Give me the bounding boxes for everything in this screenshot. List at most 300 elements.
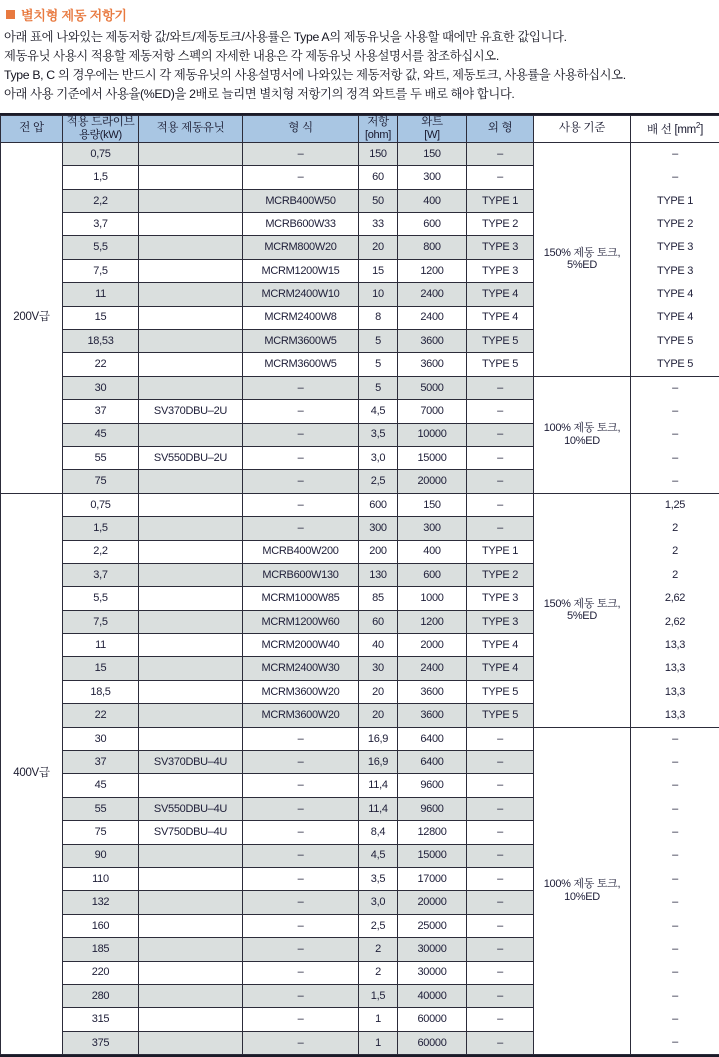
cell-shape: –	[467, 774, 534, 797]
cell-drive-capacity: 22	[63, 704, 139, 727]
cell-model: MCRM2000W40	[243, 634, 359, 657]
cell-shape: –	[467, 727, 534, 750]
cell-resistance: 1	[359, 1008, 398, 1031]
cell-resistance: 600	[359, 493, 398, 516]
cell-resistance: 20	[359, 236, 398, 259]
cell-brake-unit	[139, 891, 243, 914]
cell-watt: 7000	[398, 400, 467, 423]
cell-brake-unit	[139, 259, 243, 282]
table-body	[1, 142, 719, 1054]
cell-model: –	[243, 1031, 359, 1054]
col-header-voltage-label: 전 압	[19, 122, 44, 134]
col-header-watt	[398, 116, 467, 143]
cell-drive-capacity: 75	[63, 821, 139, 844]
cell-shape: –	[467, 1031, 534, 1054]
cell-model: –	[243, 797, 359, 820]
cell-watt: 25000	[398, 914, 467, 937]
cell-watt: 9600	[398, 774, 467, 797]
cell-drive-capacity: 37	[63, 400, 139, 423]
cell-brake-unit	[139, 914, 243, 937]
page-title: 별치형 제동 저항기	[21, 5, 127, 24]
cell-watt: 3600	[398, 329, 467, 352]
cell-model: –	[243, 470, 359, 493]
cell-wiring: –	[631, 1031, 719, 1054]
cell-wiring: –	[631, 867, 719, 890]
square-bullet-icon	[6, 10, 15, 19]
cell-resistance: 3,5	[359, 867, 398, 890]
cell-drive-capacity: 5,5	[63, 587, 139, 610]
cell-resistance: 2	[359, 961, 398, 984]
cell-resistance: 3,0	[359, 446, 398, 469]
cell-watt: 9600	[398, 797, 467, 820]
cell-shape: TYPE 3	[467, 587, 534, 610]
cell-model: MCRM800W20	[243, 236, 359, 259]
cell-brake-unit	[139, 376, 243, 399]
brake-resistor-spec-table	[0, 115, 719, 1055]
cell-drive-capacity: 3,7	[63, 213, 139, 236]
cell-shape: –	[467, 914, 534, 937]
cell-brake-unit	[139, 353, 243, 376]
cell-usage-standard	[534, 142, 631, 376]
col-header-usage-standard-label: 사용 기준	[559, 122, 605, 134]
cell-brake-unit	[139, 961, 243, 984]
cell-shape: –	[467, 961, 534, 984]
cell-wiring: –	[631, 446, 719, 469]
col-header-resistance-sub: [ohm]	[359, 129, 397, 142]
cell-wiring: 2	[631, 517, 719, 540]
cell-resistance: 130	[359, 563, 398, 586]
usage-standard-line: 100% 제동 토크,	[534, 422, 630, 435]
cell-model: –	[243, 867, 359, 890]
cell-shape: –	[467, 1008, 534, 1031]
cell-resistance: 30	[359, 657, 398, 680]
cell-model: –	[243, 914, 359, 937]
cell-watt: 1200	[398, 259, 467, 282]
cell-wiring: 2	[631, 563, 719, 586]
cell-shape: TYPE 3	[467, 236, 534, 259]
cell-resistance: 16,9	[359, 727, 398, 750]
cell-watt: 40000	[398, 984, 467, 1007]
cell-resistance: 5	[359, 353, 398, 376]
cell-resistance: 3,0	[359, 891, 398, 914]
cell-resistance: 5	[359, 329, 398, 352]
cell-wiring: –	[631, 400, 719, 423]
cell-resistance: 8	[359, 306, 398, 329]
cell-shape: –	[467, 867, 534, 890]
cell-model: MCRM1200W60	[243, 610, 359, 633]
cell-shape: –	[467, 470, 534, 493]
cell-drive-capacity: 7,5	[63, 259, 139, 282]
cell-resistance: 16,9	[359, 751, 398, 774]
cell-model: –	[243, 751, 359, 774]
cell-shape: –	[467, 142, 534, 165]
cell-model: –	[243, 774, 359, 797]
cell-watt: 12800	[398, 821, 467, 844]
cell-shape: TYPE 5	[467, 353, 534, 376]
table-row	[1, 493, 719, 516]
voltage-class-cell	[1, 142, 63, 493]
cell-shape: TYPE 1	[467, 540, 534, 563]
cell-brake-unit	[139, 938, 243, 961]
cell-model: MCRM2400W30	[243, 657, 359, 680]
cell-wiring: –	[631, 914, 719, 937]
cell-resistance: 33	[359, 213, 398, 236]
col-header-model-label: 형 식	[288, 122, 313, 134]
usage-standard-line: 150% 제동 토크,	[534, 247, 630, 260]
cell-brake-unit	[139, 470, 243, 493]
cell-resistance: 4,5	[359, 844, 398, 867]
cell-drive-capacity: 132	[63, 891, 139, 914]
cell-shape: –	[467, 517, 534, 540]
cell-resistance: 50	[359, 189, 398, 212]
cell-brake-unit	[139, 493, 243, 516]
cell-drive-capacity: 37	[63, 751, 139, 774]
cell-model: –	[243, 984, 359, 1007]
cell-brake-unit	[139, 306, 243, 329]
cell-resistance: 20	[359, 680, 398, 703]
cell-brake-unit	[139, 634, 243, 657]
cell-brake-unit	[139, 189, 243, 212]
cell-resistance: 60	[359, 610, 398, 633]
cell-drive-capacity: 45	[63, 423, 139, 446]
cell-drive-capacity: 55	[63, 446, 139, 469]
cell-watt: 2400	[398, 283, 467, 306]
cell-model: MCRB400W200	[243, 540, 359, 563]
cell-watt: 800	[398, 236, 467, 259]
cell-drive-capacity: 18,53	[63, 329, 139, 352]
col-header-resistance	[359, 116, 398, 143]
cell-drive-capacity: 220	[63, 961, 139, 984]
cell-wiring: –	[631, 938, 719, 961]
cell-wiring: –	[631, 751, 719, 774]
cell-brake-unit	[139, 610, 243, 633]
col-header-drive-capacity-sub: 용량(kW)	[63, 129, 138, 142]
cell-resistance: 1	[359, 1031, 398, 1054]
cell-wiring: TYPE 1	[631, 189, 719, 212]
cell-drive-capacity: 110	[63, 867, 139, 890]
cell-brake-unit	[139, 517, 243, 540]
intro-paragraph	[0, 26, 719, 110]
cell-drive-capacity: 185	[63, 938, 139, 961]
cell-resistance: 15	[359, 259, 398, 282]
cell-brake-unit	[139, 1008, 243, 1031]
cell-drive-capacity: 22	[63, 353, 139, 376]
cell-shape: –	[467, 446, 534, 469]
cell-model: MCRM1200W15	[243, 259, 359, 282]
cell-wiring: TYPE 3	[631, 259, 719, 282]
cell-brake-unit: SV370DBU–4U	[139, 751, 243, 774]
table-header-row	[1, 116, 719, 143]
cell-watt: 600	[398, 563, 467, 586]
cell-brake-unit	[139, 142, 243, 165]
cell-watt: 400	[398, 540, 467, 563]
col-header-wiring	[631, 116, 719, 143]
cell-wiring: TYPE 2	[631, 213, 719, 236]
cell-brake-unit	[139, 563, 243, 586]
cell-model: –	[243, 493, 359, 516]
cell-resistance: 60	[359, 166, 398, 189]
col-header-shape	[467, 116, 534, 143]
cell-shape: TYPE 2	[467, 213, 534, 236]
intro-line: 아래 사용 기준에서 사용율(%ED)을 2배로 늘리면 별치형 저항기의 정격 와트를 두 배로 해야 합니다.	[4, 85, 719, 104]
cell-wiring: –	[631, 166, 719, 189]
cell-watt: 3600	[398, 704, 467, 727]
col-header-drive-capacity	[63, 116, 139, 143]
cell-brake-unit	[139, 1031, 243, 1054]
col-header-shape-label: 외 형	[488, 122, 513, 134]
cell-drive-capacity: 45	[63, 774, 139, 797]
col-header-watt-label: 와트	[421, 116, 443, 128]
cell-watt: 60000	[398, 1008, 467, 1031]
cell-brake-unit	[139, 213, 243, 236]
cell-drive-capacity: 2,2	[63, 540, 139, 563]
cell-brake-unit: SV550DBU–4U	[139, 797, 243, 820]
cell-brake-unit	[139, 704, 243, 727]
cell-usage-standard	[534, 376, 631, 493]
col-header-watt-sub: [W]	[398, 129, 466, 142]
cell-watt: 1000	[398, 587, 467, 610]
col-header-brake-unit-label: 적용 제동유닛	[157, 122, 225, 134]
cell-brake-unit	[139, 423, 243, 446]
cell-watt: 3600	[398, 353, 467, 376]
cell-drive-capacity: 160	[63, 914, 139, 937]
cell-shape: –	[467, 821, 534, 844]
cell-wiring: –	[631, 797, 719, 820]
cell-wiring: 1,25	[631, 493, 719, 516]
intro-line: 제동유닛 사용시 적용할 제동저항 스펙의 자세한 내용은 각 제동유닛 사용설명서를 참조하십시오.	[4, 47, 719, 66]
cell-resistance: 20	[359, 704, 398, 727]
cell-wiring: TYPE 5	[631, 329, 719, 352]
cell-drive-capacity: 15	[63, 306, 139, 329]
cell-shape: TYPE 4	[467, 283, 534, 306]
cell-brake-unit: SV750DBU–4U	[139, 821, 243, 844]
cell-drive-capacity: 75	[63, 470, 139, 493]
col-header-model	[243, 116, 359, 143]
cell-watt: 150	[398, 142, 467, 165]
cell-brake-unit	[139, 236, 243, 259]
cell-shape: –	[467, 797, 534, 820]
cell-watt: 17000	[398, 867, 467, 890]
cell-wiring: TYPE 3	[631, 236, 719, 259]
cell-brake-unit	[139, 984, 243, 1007]
cell-drive-capacity: 11	[63, 283, 139, 306]
cell-watt: 600	[398, 213, 467, 236]
cell-resistance: 2	[359, 938, 398, 961]
cell-drive-capacity: 280	[63, 984, 139, 1007]
cell-shape: TYPE 5	[467, 329, 534, 352]
cell-watt: 10000	[398, 423, 467, 446]
cell-model: –	[243, 844, 359, 867]
cell-shape: –	[467, 891, 534, 914]
cell-watt: 6400	[398, 751, 467, 774]
cell-drive-capacity: 0,75	[63, 493, 139, 516]
col-header-wiring-label: 배 선 $[mm^2]$	[647, 124, 703, 136]
cell-shape: –	[467, 751, 534, 774]
cell-wiring: TYPE 4	[631, 283, 719, 306]
cell-usage-standard	[534, 493, 631, 727]
cell-shape: –	[467, 400, 534, 423]
cell-shape: –	[467, 938, 534, 961]
voltage-class-label: 200V급	[13, 311, 49, 323]
cell-model: MCRM3600W20	[243, 680, 359, 703]
intro-line: 아래 표에 나와있는 제동저항 값/와트/제동토크/사용률은 Type A의 제동유닛을 사용할 때에만 유효한 값입니다.	[4, 28, 719, 47]
intro-line: Type B, C 의 경우에는 반드시 각 제동유닛의 사용설명서에 나와있는 제동저항 값, 와트, 제동토크, 사용률을 사용하십시오.	[4, 66, 719, 85]
cell-watt: 300	[398, 517, 467, 540]
cell-drive-capacity: 30	[63, 727, 139, 750]
cell-resistance: 8,4	[359, 821, 398, 844]
col-header-voltage	[1, 116, 63, 143]
usage-standard-line: 150% 제동 토크,	[534, 598, 630, 611]
cell-watt: 15000	[398, 446, 467, 469]
cell-brake-unit	[139, 283, 243, 306]
cell-shape: –	[467, 984, 534, 1007]
cell-watt: 60000	[398, 1031, 467, 1054]
cell-shape: TYPE 4	[467, 634, 534, 657]
cell-resistance: 10	[359, 283, 398, 306]
cell-drive-capacity: 1,5	[63, 517, 139, 540]
cell-shape: TYPE 3	[467, 610, 534, 633]
cell-resistance: 1,5	[359, 984, 398, 1007]
col-header-resistance-label: 저항	[367, 116, 389, 128]
cell-watt: 3600	[398, 680, 467, 703]
cell-wiring: –	[631, 844, 719, 867]
table-row	[1, 142, 719, 165]
cell-wiring: –	[631, 984, 719, 1007]
cell-wiring: –	[631, 774, 719, 797]
cell-wiring: 13,3	[631, 704, 719, 727]
cell-brake-unit	[139, 587, 243, 610]
cell-watt: 1200	[398, 610, 467, 633]
col-header-brake-unit	[139, 116, 243, 143]
cell-resistance: 150	[359, 142, 398, 165]
cell-model: –	[243, 891, 359, 914]
cell-resistance: 4,5	[359, 400, 398, 423]
cell-shape: –	[467, 166, 534, 189]
cell-wiring: 13,3	[631, 657, 719, 680]
cell-watt: 20000	[398, 470, 467, 493]
usage-standard-line: 10%ED	[534, 891, 630, 904]
cell-model: –	[243, 517, 359, 540]
cell-watt: 20000	[398, 891, 467, 914]
cell-drive-capacity: 315	[63, 1008, 139, 1031]
cell-watt: 150	[398, 493, 467, 516]
cell-drive-capacity: 18,5	[63, 680, 139, 703]
cell-shape: TYPE 1	[467, 189, 534, 212]
cell-model: –	[243, 400, 359, 423]
cell-shape: TYPE 4	[467, 657, 534, 680]
cell-wiring: –	[631, 821, 719, 844]
cell-resistance: 40	[359, 634, 398, 657]
cell-model: MCRM2400W8	[243, 306, 359, 329]
cell-watt: 400	[398, 189, 467, 212]
cell-wiring: –	[631, 961, 719, 984]
cell-model: MCRM3600W5	[243, 329, 359, 352]
cell-brake-unit	[139, 774, 243, 797]
cell-wiring: –	[631, 727, 719, 750]
voltage-class-cell	[1, 493, 63, 1054]
cell-model: MCRM3600W5	[243, 353, 359, 376]
cell-wiring: TYPE 4	[631, 306, 719, 329]
cell-model: MCRB600W33	[243, 213, 359, 236]
cell-wiring: –	[631, 142, 719, 165]
usage-standard-line: 100% 제동 토크,	[534, 878, 630, 891]
cell-wiring: –	[631, 470, 719, 493]
cell-shape: –	[467, 376, 534, 399]
cell-drive-capacity: 1,5	[63, 166, 139, 189]
cell-wiring: 2	[631, 540, 719, 563]
cell-drive-capacity: 2,2	[63, 189, 139, 212]
cell-drive-capacity: 375	[63, 1031, 139, 1054]
col-header-usage-standard	[534, 116, 631, 143]
cell-resistance: 200	[359, 540, 398, 563]
cell-shape: TYPE 3	[467, 259, 534, 282]
cell-model: –	[243, 727, 359, 750]
cell-resistance: 5	[359, 376, 398, 399]
cell-drive-capacity: 55	[63, 797, 139, 820]
cell-resistance: 11,4	[359, 774, 398, 797]
cell-wiring: –	[631, 1008, 719, 1031]
cell-drive-capacity: 5,5	[63, 236, 139, 259]
cell-watt: 15000	[398, 844, 467, 867]
cell-wiring: –	[631, 376, 719, 399]
cell-watt: 30000	[398, 961, 467, 984]
cell-model: MCRM3600W20	[243, 704, 359, 727]
cell-shape: –	[467, 423, 534, 446]
cell-watt: 2400	[398, 657, 467, 680]
cell-brake-unit	[139, 844, 243, 867]
cell-model: –	[243, 376, 359, 399]
cell-shape: TYPE 4	[467, 306, 534, 329]
cell-model: MCRB400W50	[243, 189, 359, 212]
table-header	[1, 116, 719, 143]
cell-wiring: 2,62	[631, 587, 719, 610]
cell-brake-unit: SV370DBU–2U	[139, 400, 243, 423]
cell-model: –	[243, 1008, 359, 1031]
cell-brake-unit	[139, 540, 243, 563]
cell-shape: TYPE 5	[467, 704, 534, 727]
cell-drive-capacity: 90	[63, 844, 139, 867]
cell-model: –	[243, 961, 359, 984]
cell-resistance: 11,4	[359, 797, 398, 820]
spec-table-wrapper	[0, 110, 719, 1057]
cell-shape: –	[467, 844, 534, 867]
cell-model: –	[243, 446, 359, 469]
cell-shape: TYPE 5	[467, 680, 534, 703]
cell-brake-unit	[139, 727, 243, 750]
usage-standard-line: 10%ED	[534, 435, 630, 448]
cell-resistance: 3,5	[359, 423, 398, 446]
cell-brake-unit	[139, 680, 243, 703]
cell-model: MCRB600W130	[243, 563, 359, 586]
usage-standard-line: 5%ED	[534, 610, 630, 623]
cell-shape: –	[467, 493, 534, 516]
cell-model: MCRM1000W85	[243, 587, 359, 610]
cell-watt: 5000	[398, 376, 467, 399]
cell-brake-unit	[139, 657, 243, 680]
cell-wiring: 2,62	[631, 610, 719, 633]
cell-brake-unit	[139, 329, 243, 352]
cell-model: –	[243, 142, 359, 165]
cell-resistance: 2,5	[359, 470, 398, 493]
cell-drive-capacity: 15	[63, 657, 139, 680]
usage-standard-line: 5%ED	[534, 259, 630, 272]
cell-brake-unit: SV550DBU–2U	[139, 446, 243, 469]
cell-usage-standard	[534, 727, 631, 1054]
cell-model: –	[243, 821, 359, 844]
cell-resistance: 2,5	[359, 914, 398, 937]
cell-watt: 2000	[398, 634, 467, 657]
cell-wiring: –	[631, 423, 719, 446]
